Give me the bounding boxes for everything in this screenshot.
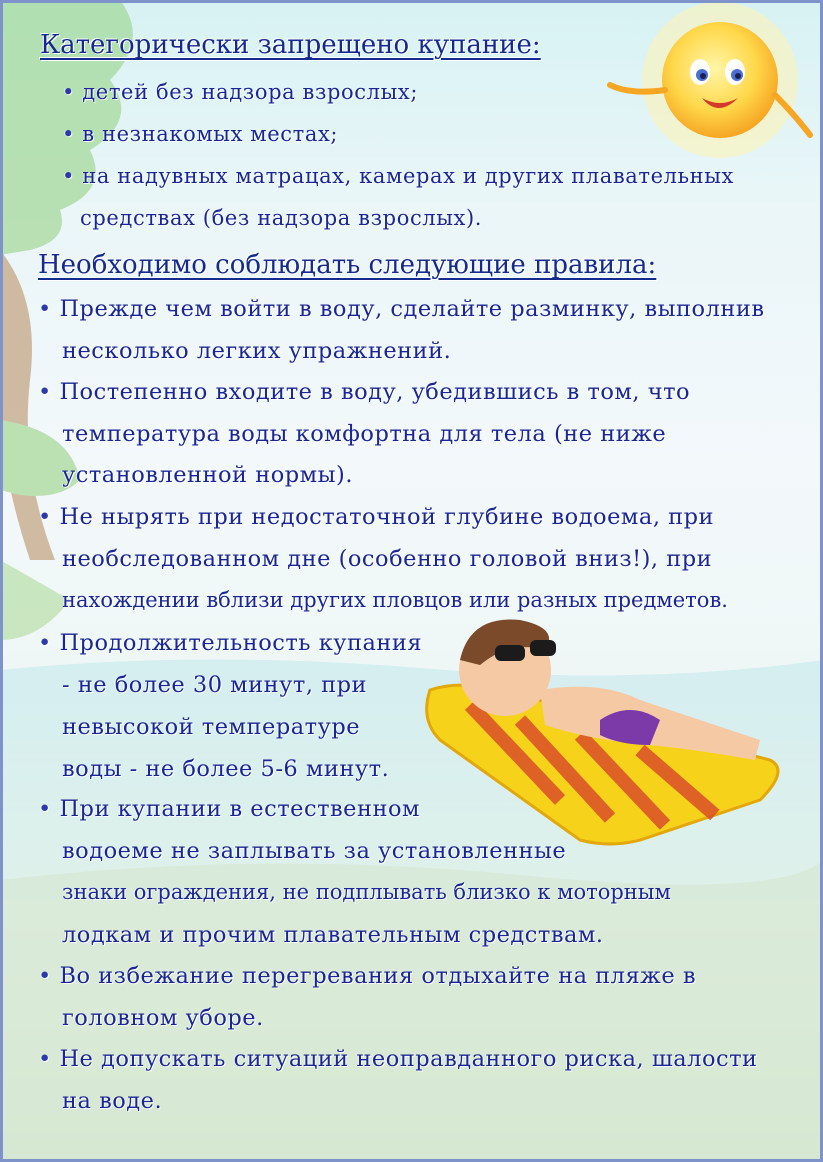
rule-5-cont-2: знаки ограждения, не подплывать близко к моторным	[62, 880, 671, 904]
rule-2-cont-2: установленной нормы).	[62, 462, 353, 488]
rule-4-cont-1: - не более 30 минут, при	[62, 672, 368, 698]
rules-heading: Необходимо соблюдать следующие правила:	[38, 250, 657, 280]
bullet-icon: •	[38, 963, 52, 989]
forbidden-item-1: • детей без надзора взрослых;	[62, 80, 419, 104]
forbidden-item-3-cont: средствах (без надзора взрослых).	[80, 206, 483, 230]
bullet-icon: •	[38, 379, 52, 405]
rule-5-cont-3: лодкам и прочим плавательным средствам.	[62, 922, 604, 948]
rule-7-cont: на воде.	[62, 1088, 163, 1114]
rule-2-cont-1: температура воды комфортна для тела (не ниже	[62, 421, 667, 447]
rule-5: • При купании в естественном	[38, 796, 421, 822]
rule-3-cont-1: необследованном дне (особенно головой вниз!), при	[62, 546, 713, 572]
forbidden-item-3: • на надувных матрацах, камерах и других плавательных	[62, 164, 734, 188]
rule-3: • Не нырять при недостаточной глубине водоема, при	[38, 504, 715, 530]
bullet-icon: •	[62, 122, 75, 146]
rule-1: • Прежде чем войти в воду, сделайте разминку, выполнив	[38, 296, 765, 322]
rule-6-cont: головном уборе.	[62, 1005, 264, 1031]
bullet-icon: •	[62, 164, 75, 188]
bullet-icon: •	[38, 296, 52, 322]
rule-6: • Во избежание перегревания отдыхайте на пляже в	[38, 963, 696, 989]
bullet-icon: •	[38, 504, 52, 530]
bullet-icon: •	[38, 1046, 52, 1072]
bullet-icon: •	[38, 796, 52, 822]
forbidden-item-2: • в незнакомых местах;	[62, 122, 339, 146]
bullet-icon: •	[38, 630, 52, 656]
rule-2: • Постепенно входите в воду, убедившись в том, что	[38, 379, 691, 405]
rule-4-cont-2: невысокой температуре	[62, 714, 361, 740]
rule-7: • Не допускать ситуаций неоправданного риска, шалости	[38, 1046, 758, 1072]
rule-4-cont-3: воды - не более 5-6 минут.	[62, 756, 390, 782]
bullet-icon: •	[62, 80, 75, 104]
rule-4: • Продолжительность купания	[38, 630, 423, 656]
sun-icon	[610, 2, 810, 158]
rule-3-cont-2: нахождении вблизи других пловцов или разных предметов.	[62, 588, 728, 612]
rule-5-cont-1: водоеме не заплывать за установленные	[62, 838, 567, 864]
forbidden-heading: Категорически запрещено купание:	[40, 30, 541, 60]
rule-1-cont: несколько легких упражнений.	[62, 338, 452, 364]
